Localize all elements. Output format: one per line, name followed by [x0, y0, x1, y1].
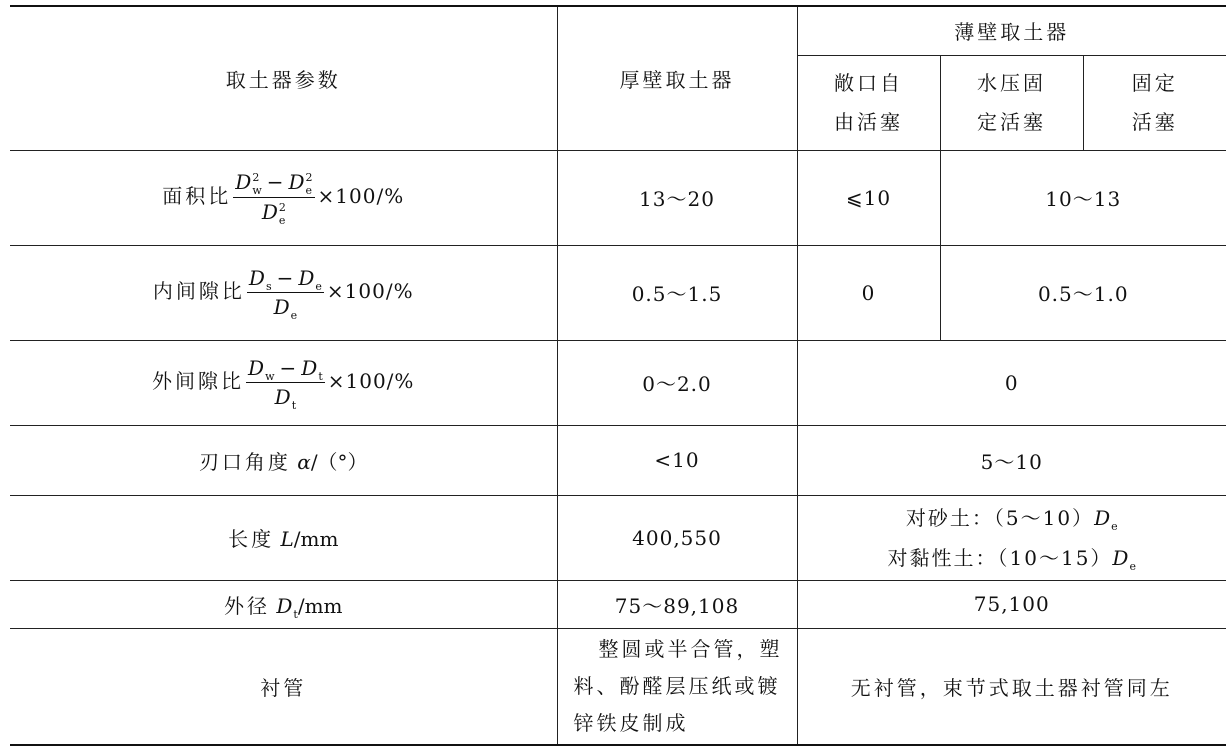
area-ratio-thick-wall-cell — [557, 150, 797, 245]
outer-diameter-thick-wall-value: 75～89,108 — [614, 593, 740, 618]
liner-thick-wall-cell — [557, 628, 797, 745]
outer-diameter-thick-wall-cell — [557, 580, 797, 628]
math-subscript: t — [318, 370, 323, 383]
liner-thick-wall-line: 料、酚醛层压纸或镀 — [573, 673, 781, 698]
header-parameter-label: 取土器参数 — [225, 67, 341, 92]
math-scripts — [279, 201, 286, 227]
math-variable: D — [273, 295, 290, 319]
cutting-edge-angle-label: 刃口角度 — [198, 449, 291, 474]
math-superscript: 2 — [252, 171, 260, 184]
unit-label: /（°） — [310, 449, 368, 474]
formula-suffix: ×100/% — [326, 279, 414, 303]
math-subscript: s — [265, 280, 272, 293]
math-variable: D — [298, 266, 315, 290]
outer-clearance-thin-wall-value: 0 — [1004, 370, 1019, 395]
fraction-denominator — [273, 383, 298, 411]
area-ratio-open-free-piston-value: ⩽10 — [845, 185, 892, 210]
area-ratio-parameter-cell — [10, 150, 557, 245]
outer-clearance-ratio-row — [10, 340, 1226, 425]
math-variable: D — [248, 266, 265, 290]
unit-label: /mm — [297, 593, 343, 618]
inner-clearance-fixed-pistons-cell — [940, 245, 1226, 340]
outer-diameter-parameter-cell — [10, 580, 557, 628]
outer-diameter-thin-wall-value: 75,100 — [973, 592, 1050, 616]
math-subscript: e — [1129, 559, 1136, 573]
fraction-numerator — [246, 354, 325, 382]
header-open-free-piston-cell — [797, 55, 940, 150]
header-thin-wall-cell — [797, 6, 1226, 55]
header-parameter-cell — [10, 6, 557, 150]
length-thin-wall-cell — [797, 495, 1226, 580]
header-fixed-piston-line: 固定 — [1131, 70, 1178, 95]
header-thick-wall-label: 厚壁取土器 — [619, 67, 735, 92]
unit-label: /mm — [293, 527, 339, 551]
outer-clearance-thick-wall-cell — [557, 340, 797, 425]
math-variable: α — [297, 449, 311, 474]
inner-clearance-open-free-piston-value: 0 — [861, 280, 876, 305]
length-thick-wall-cell — [557, 495, 797, 580]
math-subscript: t — [293, 607, 298, 621]
header-thin-wall-label: 薄壁取土器 — [954, 20, 1070, 45]
outer-diameter-thin-wall-cell — [797, 580, 1226, 628]
math-subscript: e — [1111, 519, 1118, 533]
cutting-edge-angle-thin-wall-cell — [797, 425, 1226, 495]
length-sand-text: 对砂土：（5～10） — [905, 505, 1095, 530]
outer-clearance-fraction — [246, 354, 325, 411]
math-subscript: w — [252, 184, 262, 197]
length-thin-wall-sand-line — [798, 498, 1227, 538]
cutting-edge-angle-parameter-cell — [10, 425, 557, 495]
header-hydraulic-fixed-piston-line: 定活塞 — [977, 109, 1046, 134]
header-hydraulic-fixed-piston-cell — [940, 55, 1083, 150]
cutting-edge-angle-thin-wall-value: 5～10 — [980, 449, 1043, 474]
inner-clearance-label: 内间隙比 — [152, 279, 245, 303]
inner-clearance-ratio-row — [10, 245, 1226, 340]
fraction-numerator — [247, 264, 324, 292]
header-thick-wall-cell — [557, 6, 797, 150]
length-parameter-cell — [10, 495, 557, 580]
formula-suffix: ×100/% — [327, 369, 415, 393]
header-open-free-piston-line: 敞口自 — [834, 70, 903, 95]
liner-thin-wall-cell — [797, 628, 1226, 745]
inner-clearance-fraction — [247, 264, 324, 321]
fraction-numerator — [233, 168, 314, 197]
length-clay-text: 对黏性土：（10～15） — [887, 545, 1113, 570]
header-open-free-piston-line: 由活塞 — [834, 109, 903, 134]
math-variable: D — [1094, 505, 1111, 530]
header-hydraulic-fixed-piston-line: 水压固 — [977, 70, 1046, 95]
area-ratio-fraction — [233, 168, 314, 227]
length-thin-wall-clay-line — [798, 538, 1227, 578]
math-superscript: 2 — [278, 201, 286, 214]
outer-clearance-thin-wall-cell — [797, 340, 1226, 425]
math-variable: D — [274, 385, 291, 409]
area-ratio-label: 面积比 — [162, 184, 232, 208]
liner-parameter-cell — [10, 628, 557, 745]
outer-clearance-parameter-cell — [10, 340, 557, 425]
outer-diameter-row — [10, 580, 1226, 628]
area-ratio-open-free-piston-cell — [797, 150, 940, 245]
math-minus-operator: − — [276, 266, 294, 290]
math-subscript: e — [278, 214, 286, 227]
math-subscript: t — [291, 399, 297, 412]
liner-thick-wall-line: 整圆或半合管，塑 — [598, 636, 783, 661]
math-superscript: 2 — [305, 171, 313, 184]
math-variable: D — [301, 356, 318, 380]
cutting-edge-angle-thick-wall-cell — [557, 425, 797, 495]
inner-clearance-open-free-piston-cell — [797, 245, 940, 340]
length-row — [10, 495, 1226, 580]
fraction-denominator — [272, 293, 300, 321]
formula-suffix: ×100/% — [317, 184, 405, 208]
liner-label: 衬管 — [260, 675, 307, 700]
math-variable: D — [261, 200, 278, 224]
cutting-edge-angle-thick-wall-value: <10 — [654, 448, 700, 472]
math-minus-operator: − — [279, 356, 297, 380]
math-scripts — [252, 171, 261, 197]
liner-row — [10, 628, 1226, 745]
header-fixed-piston-line: 活塞 — [1131, 109, 1178, 134]
math-variable: D — [235, 170, 252, 194]
math-scripts — [306, 171, 313, 197]
math-subscript: w — [265, 370, 275, 383]
header-fixed-piston-cell — [1083, 55, 1226, 150]
inner-clearance-thick-wall-value: 0.5～1.5 — [631, 282, 723, 306]
inner-clearance-fixed-pistons-value: 0.5～1.0 — [1037, 282, 1129, 306]
inner-clearance-thick-wall-cell — [557, 245, 797, 340]
liner-thin-wall-value: 无衬管，束节式取土器衬管同左 — [850, 675, 1173, 700]
area-ratio-fixed-pistons-value: 10～13 — [1045, 187, 1122, 211]
math-variable: D — [288, 170, 305, 194]
area-ratio-fixed-pistons-cell — [940, 150, 1226, 245]
math-variable: D — [276, 593, 293, 618]
math-variable: D — [1112, 545, 1129, 570]
outer-clearance-label: 外间隙比 — [152, 369, 245, 393]
outer-diameter-label: 外径 — [224, 593, 270, 618]
outer-clearance-thick-wall-value: 0～2.0 — [642, 372, 712, 396]
area-ratio-thick-wall-value: 13～20 — [639, 187, 715, 211]
header-row — [10, 6, 1226, 55]
fraction-denominator — [260, 198, 288, 227]
math-minus-operator: − — [266, 170, 284, 194]
math-subscript: e — [290, 309, 298, 322]
length-label: 长度 — [228, 527, 275, 551]
math-variable: D — [248, 356, 265, 380]
area-ratio-row — [10, 150, 1226, 245]
inner-clearance-parameter-cell — [10, 245, 557, 340]
math-subscript: e — [305, 184, 313, 197]
sampler-parameters-table — [10, 5, 1226, 746]
length-thick-wall-value: 400,550 — [632, 525, 722, 550]
liner-thick-wall-line: 锌铁皮制成 — [573, 710, 689, 735]
cutting-edge-angle-row — [10, 425, 1226, 495]
math-subscript: e — [315, 280, 322, 293]
math-variable: L — [280, 527, 294, 551]
